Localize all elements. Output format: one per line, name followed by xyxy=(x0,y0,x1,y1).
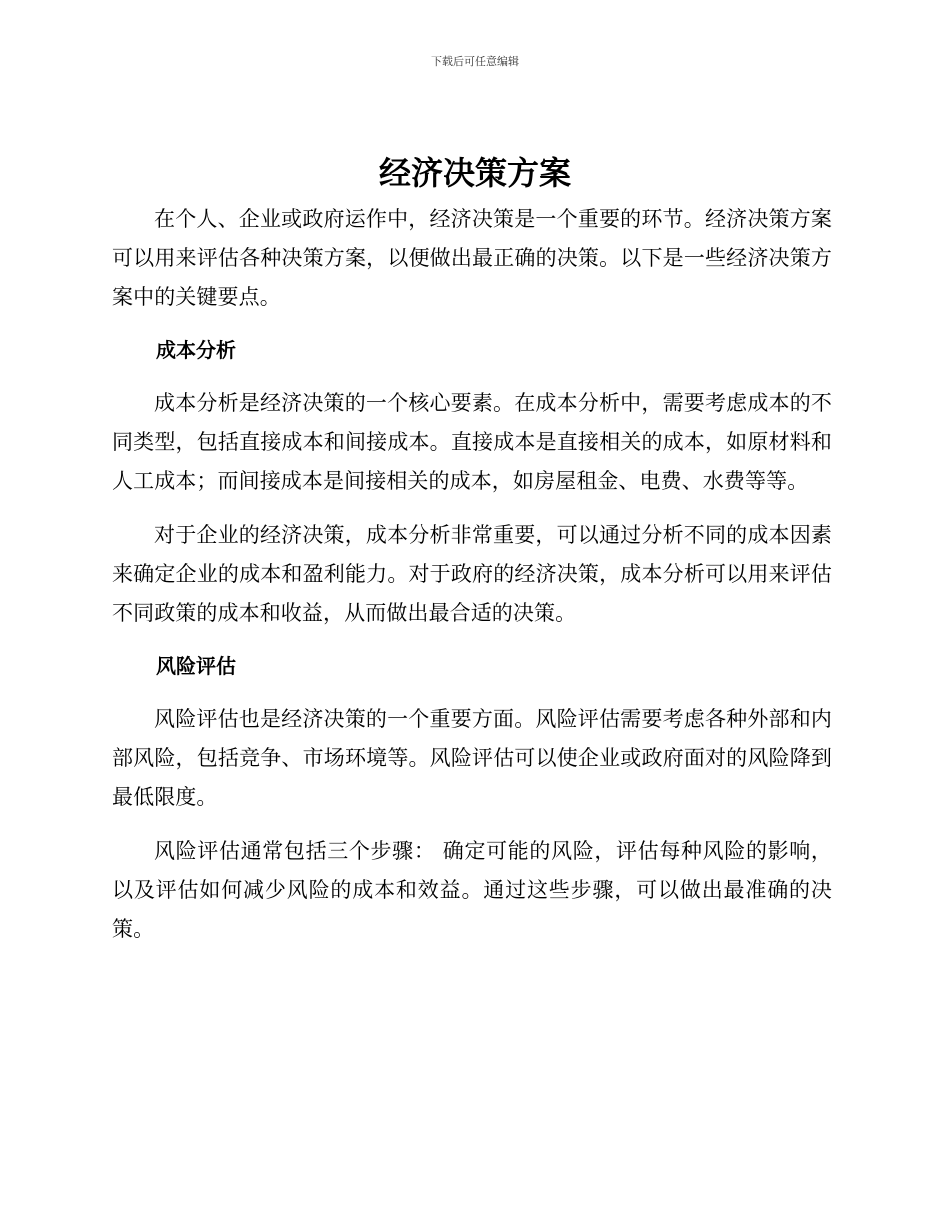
spacer xyxy=(112,501,832,516)
spacer xyxy=(112,370,832,384)
spacer xyxy=(112,633,832,647)
cost-analysis-paragraph-1: 成本分析是经济决策的一个核心要素。在成本分析中，需要考虑成本的不同类型，包括直接成本和间接成本。直接成本是直接相关的成本，如原材料和人工成本；而间接成本是间接相关的成本，如房屋租金、电费、水费等等。 xyxy=(112,391,832,493)
risk-assessment-paragraph-1: 风险评估也是经济决策的一个重要方面。风险评估需要考虑各种外部和内部风险，包括竞争、市场环境等。风险评估可以使企业或政府面对的风险降到最低限度。 xyxy=(112,707,832,809)
section-heading-cost-analysis: 成本分析 xyxy=(156,338,236,362)
document-title: 经济决策方案 xyxy=(378,154,571,192)
document-body xyxy=(112,200,832,949)
cost-analysis-paragraph-2: 对于企业的经济决策，成本分析非常重要，可以通过分析不同的成本因素来确定企业的成本和盈利能力。对于政府的经济决策，成本分析可以用来评估不同政策的成本和收益，从而做出最合适的决策。 xyxy=(112,523,832,625)
risk-assessment-paragraph-2: 风险评估通常包括三个步骤： 确定可能的风险，评估每种风险的影响，以及评估如何减少风险的成本和效益。通过这些步骤，可以做出最准确的决策。 xyxy=(112,839,832,941)
header-note: 下载后可任意编辑 xyxy=(431,55,519,68)
spacer xyxy=(112,686,832,700)
intro-paragraph: 在个人、企业或政府运作中，经济决策是一个重要的环节。经济决策方案可以用来评估各种决策方案，以便做出最正确的决策。以下是一些经济决策方案中的关键要点。 xyxy=(112,207,832,309)
spacer xyxy=(112,317,832,331)
section-heading-risk-assessment: 风险评估 xyxy=(156,654,236,678)
spacer xyxy=(112,817,832,832)
